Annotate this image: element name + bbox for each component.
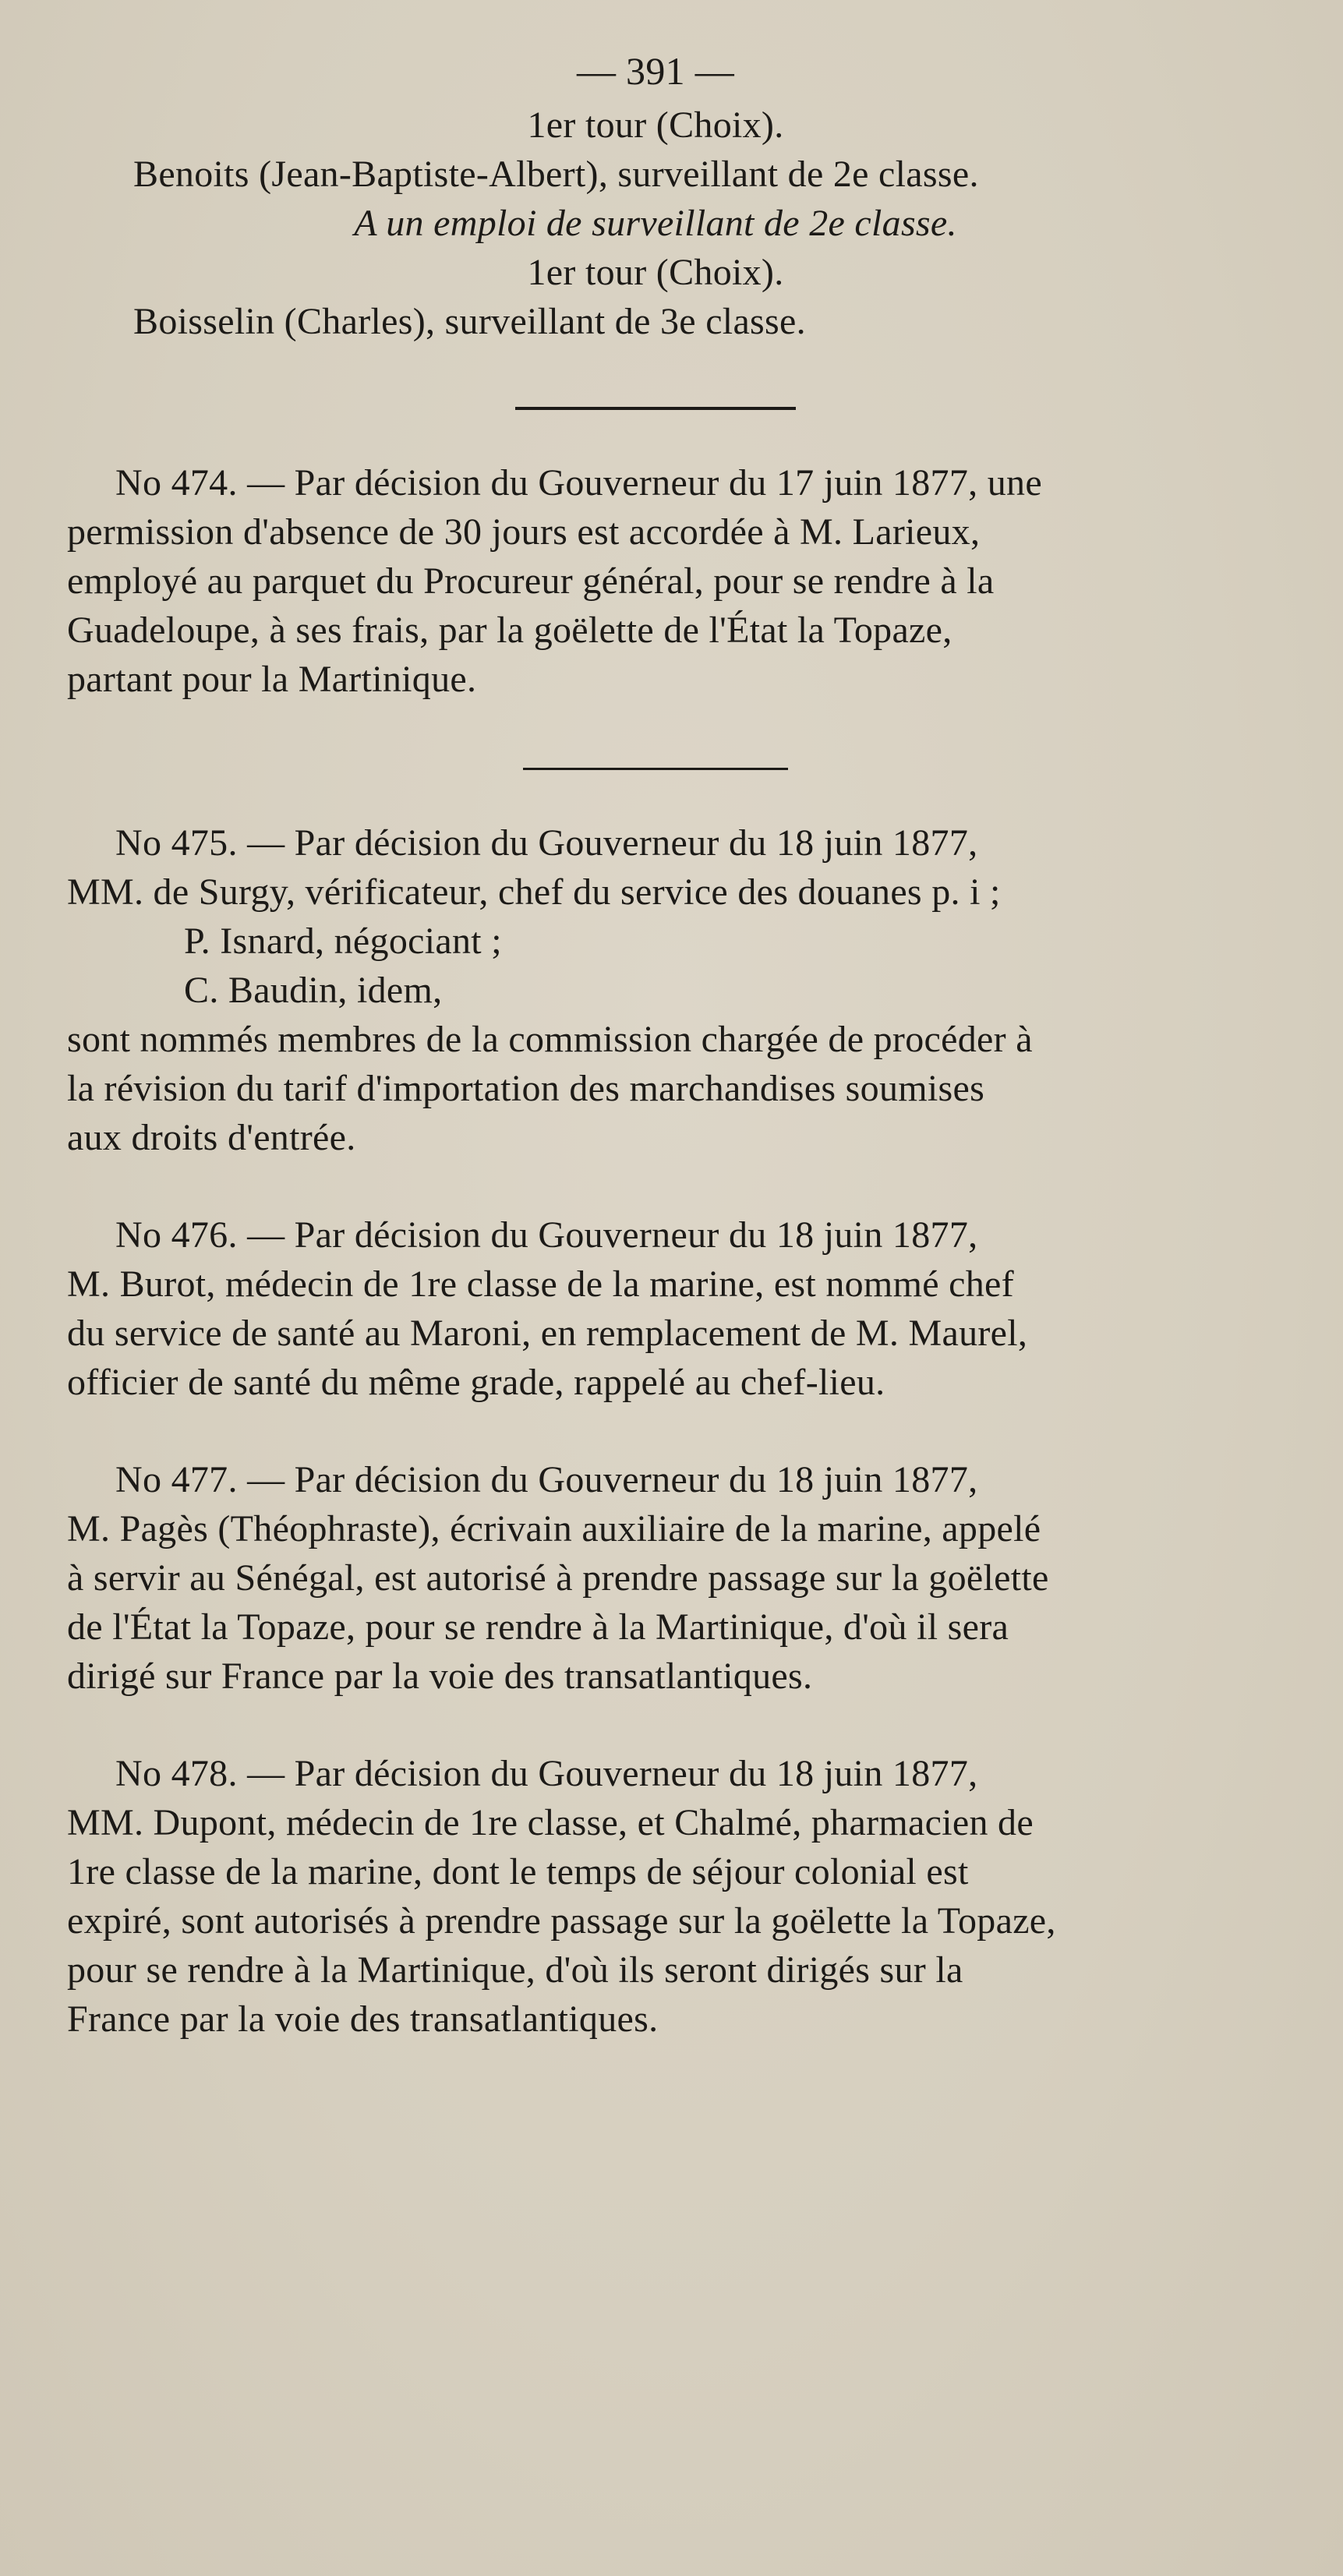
entry-line: à servir au Sénégal, est autorisé à prendre passage sur la goëlette <box>67 1557 1049 1599</box>
entry-line: C. Baudin, idem, <box>184 970 443 1011</box>
entry-line: M. Burot, médecin de 1re classe de la marine, est nommé chef <box>67 1263 1014 1305</box>
entry-line: MM. de Surgy, vérificateur, chef du service des douanes p. i ; <box>67 871 1001 913</box>
entry-line: pour se rendre à la Martinique, d'où ils seront dirigés sur la <box>67 1949 963 1991</box>
entry-474 <box>67 458 1244 704</box>
entry-line: officier de santé du même grade, rappelé au chef-lieu. <box>67 1362 885 1403</box>
section-divider <box>515 407 796 410</box>
entry-line: expiré, sont autorisés à prendre passage sur la goëlette la Topaze, <box>67 1900 1056 1942</box>
entry-line: employé au parquet du Procureur général, pour se rendre à la <box>67 560 995 602</box>
entry-line: du service de santé au Maroni, en remplacement de M. Maurel, <box>67 1313 1028 1354</box>
tour-line-b: 1er tour (Choix). <box>527 252 784 293</box>
entry-line: No 475. — Par décision du Gouverneur du 18 juin 1877, <box>115 822 978 864</box>
entry-line: permission d'absence de 30 jours est accordée à M. Larieux, <box>67 511 981 553</box>
entry-477 <box>67 1455 1244 1701</box>
section-divider <box>523 768 788 770</box>
entry-line: No 478. — Par décision du Gouverneur du 18 juin 1877, <box>115 1753 978 1794</box>
entry-line: la révision du tarif d'importation des marchandises soumises <box>67 1068 985 1109</box>
entry-line: de l'État la Topaze, pour se rendre à la Martinique, d'où il sera <box>67 1606 1009 1648</box>
entry-476 <box>67 1210 1244 1407</box>
entry-line: sont nommés membres de la commission chargée de procéder à <box>67 1019 1033 1060</box>
entry-line: partant pour la Martinique. <box>67 659 477 700</box>
section-heading: A un emploi de surveillant de 2e classe. <box>354 203 957 244</box>
entry-line: aux droits d'entrée. <box>67 1117 356 1158</box>
appointee-line-a: Benoits (Jean-Baptiste-Albert), surveillant de 2e classe. <box>133 154 979 195</box>
page-number: — 391 — <box>576 49 735 93</box>
entry-line: No 474. — Par décision du Gouverneur du 17 juin 1877, une <box>115 462 1042 504</box>
entry-475 <box>67 818 1244 1162</box>
entry-line: 1re classe de la marine, dont le temps de séjour colonial est <box>67 1851 969 1892</box>
entry-line: No 477. — Par décision du Gouverneur du 18 juin 1877, <box>115 1459 978 1500</box>
entry-478 <box>67 1749 1244 2044</box>
entry-line: No 476. — Par décision du Gouverneur du 18 juin 1877, <box>115 1214 978 1256</box>
entry-line: France par la voie des transatlantiques. <box>67 1998 659 2040</box>
entry-line: Guadeloupe, à ses frais, par la goëlette de l'État la Topaze, <box>67 610 952 651</box>
entry-line: MM. Dupont, médecin de 1re classe, et Chalmé, pharmacien de <box>67 1802 1034 1843</box>
entry-line: dirigé sur France par la voie des transatlantiques. <box>67 1655 813 1697</box>
tour-line-a: 1er tour (Choix). <box>527 104 784 146</box>
appointee-line-b: Boisselin (Charles), surveillant de 3e classe. <box>133 301 806 342</box>
entry-line: M. Pagès (Théophraste), écrivain auxiliaire de la marine, appelé <box>67 1508 1041 1549</box>
entry-line: P. Isnard, négociant ; <box>184 921 502 962</box>
page-content <box>67 47 1244 2044</box>
